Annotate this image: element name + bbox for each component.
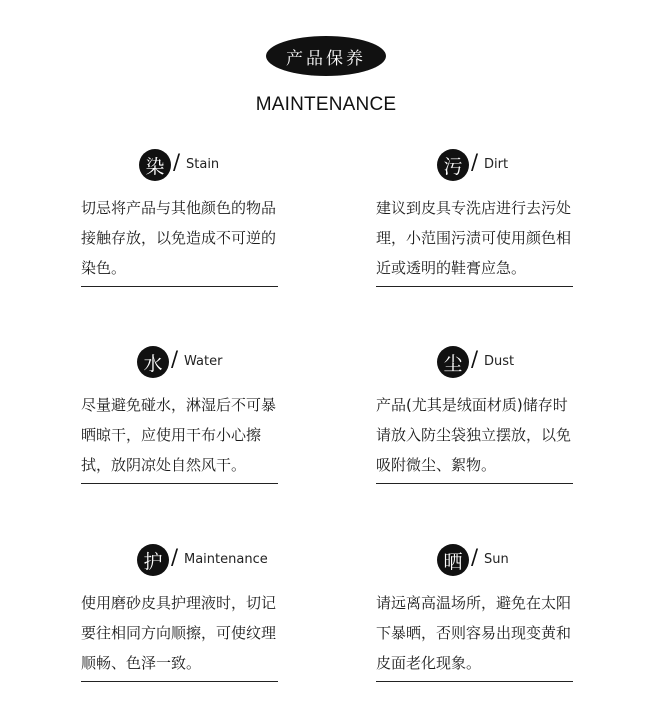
divider-line xyxy=(376,483,573,484)
page-subtitle: MAINTENANCE xyxy=(255,94,397,115)
care-section-sun xyxy=(376,544,576,672)
divider-line xyxy=(81,286,278,287)
section-label: Sun xyxy=(484,552,509,567)
slash-divider: / xyxy=(471,347,479,371)
section-header xyxy=(81,346,281,378)
care-section-stain xyxy=(81,149,281,277)
care-section-water xyxy=(81,346,281,474)
slash-divider: / xyxy=(471,150,479,174)
section-header xyxy=(376,149,576,181)
section-label: Dirt xyxy=(484,157,509,172)
divider-line xyxy=(81,681,278,682)
section-label: Maintenance xyxy=(184,552,268,567)
section-label: Water xyxy=(184,354,223,369)
section-text: 切忌将产品与其他颜色的物品接触存放，以免造成不可逆的染色。 xyxy=(81,199,277,277)
section-text: 产品(尤其是绒面材质)储存时请放入防尘袋独立摆放，以免吸附微尘、絮物。 xyxy=(376,396,572,474)
stain-icon: 染 xyxy=(139,149,171,181)
divider-line xyxy=(81,483,278,484)
care-section-dirt xyxy=(376,149,576,277)
section-label: Dust xyxy=(484,354,515,369)
divider-line xyxy=(376,286,573,287)
care-section-dust xyxy=(376,346,576,474)
section-header xyxy=(81,149,281,181)
maintenance-icon: 护 xyxy=(137,544,169,576)
page-title: 产品保养 xyxy=(286,48,366,69)
section-text: 建议到皮具专洗店进行去污处理，小范围污渍可使用颜色相近或透明的鞋膏应急。 xyxy=(376,199,572,277)
section-header xyxy=(81,544,281,576)
section-text: 请远离高温场所，避免在太阳下暴晒，否则容易出现变黄和皮面老化现象。 xyxy=(376,594,572,672)
slash-divider: / xyxy=(171,545,179,569)
care-section-maintenance xyxy=(81,544,281,672)
dirt-icon: 污 xyxy=(437,149,469,181)
slash-divider: / xyxy=(173,150,181,174)
section-label: Stain xyxy=(186,157,220,172)
section-header xyxy=(376,346,576,378)
divider-line xyxy=(376,681,573,682)
dust-icon: 尘 xyxy=(437,346,469,378)
section-header xyxy=(376,544,576,576)
section-text: 尽量避免碰水，淋湿后不可暴晒晾干，应使用干布小心擦拭，放阴凉处自然风干。 xyxy=(81,396,277,474)
sun-icon: 晒 xyxy=(437,544,469,576)
slash-divider: / xyxy=(171,347,179,371)
page-title-badge xyxy=(266,36,386,76)
slash-divider: / xyxy=(471,545,479,569)
section-text: 使用磨砂皮具护理液时，切记要往相同方向顺擦，可使纹理顺畅、色泽一致。 xyxy=(81,594,277,672)
water-icon: 水 xyxy=(137,346,169,378)
